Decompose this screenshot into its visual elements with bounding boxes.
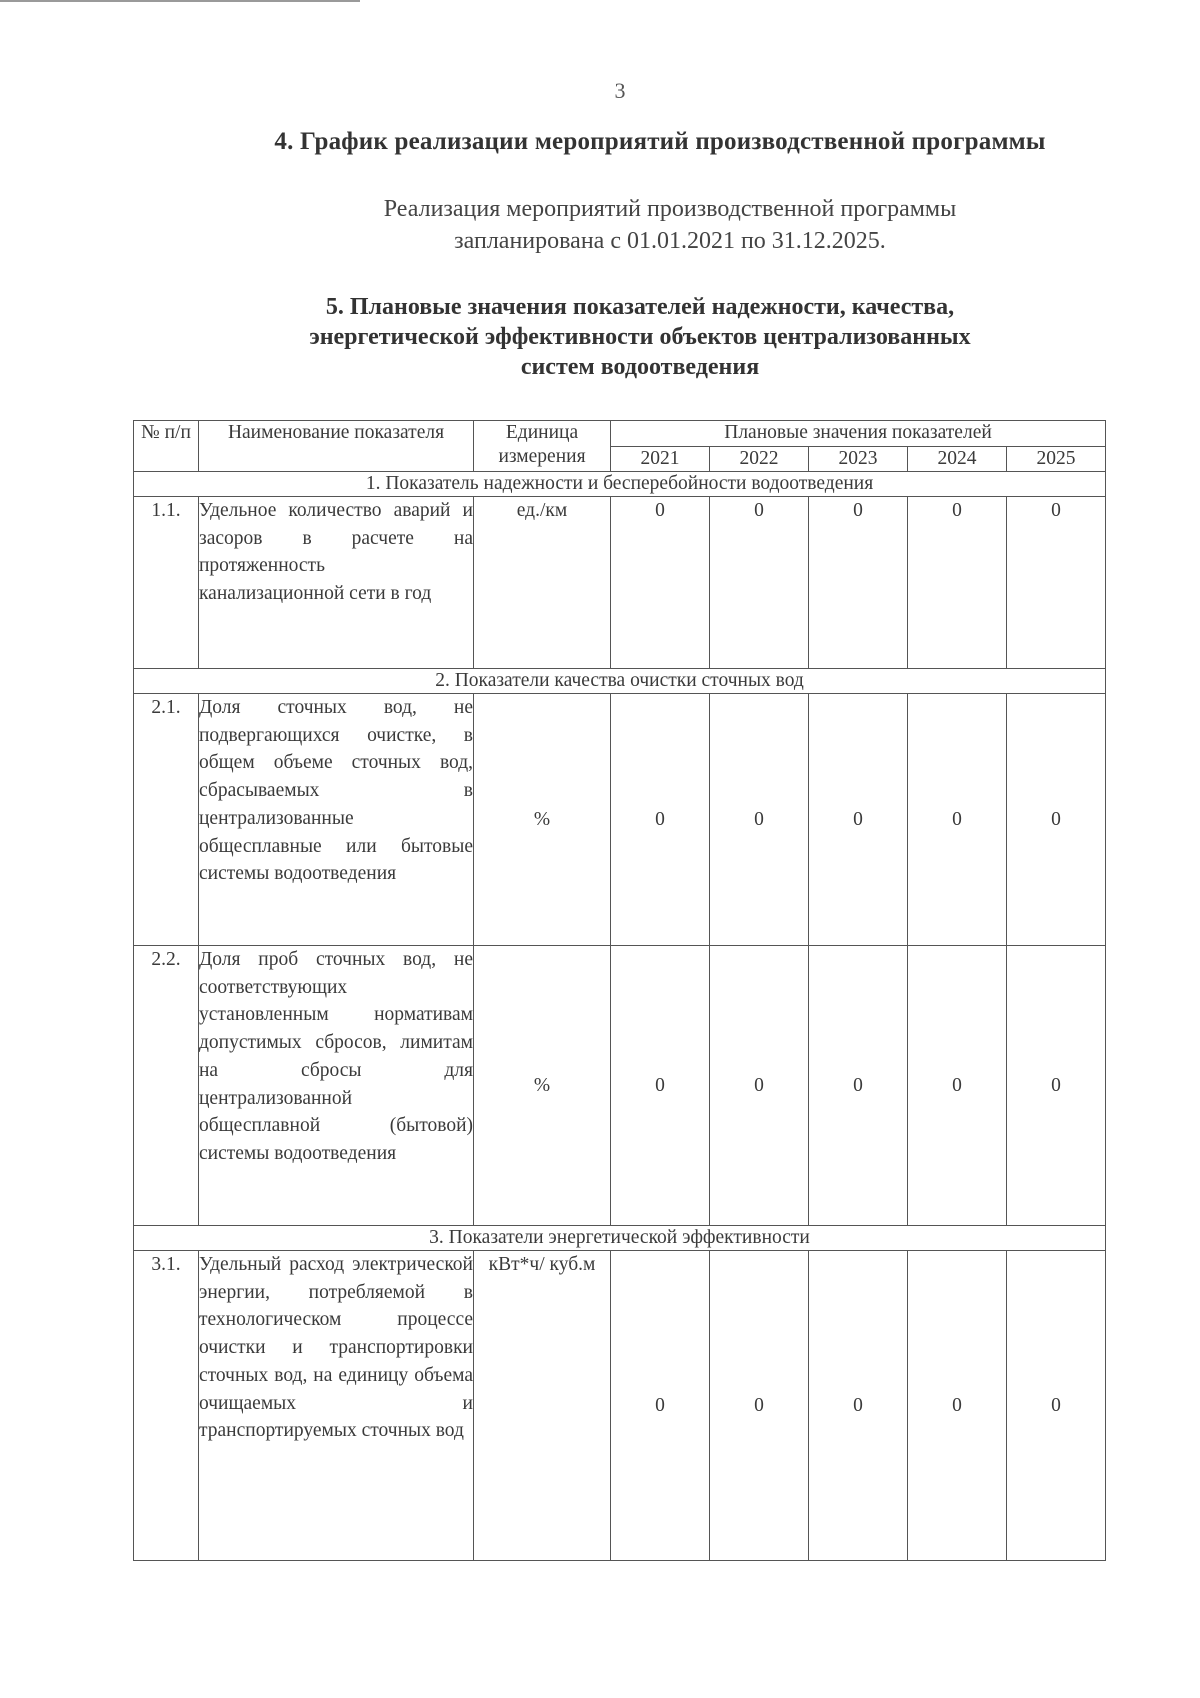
- value-cell: 0: [809, 694, 908, 946]
- unit: кВт*ч/ куб.м: [474, 1251, 611, 1561]
- indicator-name: Доля проб сточных вод, не соответствующих установленным нормативам допустимых сбросов, лимитам на сбросы для централизованной общесплавной (бытовой) системы водоотведения: [199, 946, 474, 1226]
- section-title: 1. Показатель надежности и бесперебойности водоотведения: [134, 472, 1106, 497]
- section-4-heading: 4. График реализации мероприятий производственной программы: [274, 128, 1046, 155]
- indicator-name: Удельный расход электрической энергии, потребляемой в технологическом процессе очистки и транспортировки сточных вод, на единицу объема очищаемых и транспортируемых сточных вод: [199, 1251, 474, 1561]
- indicators-table: [133, 420, 1106, 1561]
- header-year: 2021: [611, 447, 710, 472]
- indicator-name: Доля сточных вод, не подвергающихся очистке, в общем объеме сточных вод, сбрасываемых в централизованные общесплавные или бытовые системы водоотведения: [199, 694, 474, 946]
- table-row: [134, 946, 1106, 1226]
- header-year: 2023: [809, 447, 908, 472]
- header-year: 2024: [908, 447, 1007, 472]
- value-cell: 0: [908, 946, 1007, 1226]
- value-cell: 0: [1007, 1251, 1106, 1561]
- page-number: 3: [614, 78, 626, 103]
- value-cell: 0: [1007, 497, 1106, 669]
- implementation-paragraph: [240, 193, 1100, 257]
- value-cell: 0: [611, 497, 710, 669]
- value-cell: 0: [1007, 946, 1106, 1226]
- value-cell: 0: [809, 946, 908, 1226]
- value-cell: 0: [710, 946, 809, 1226]
- section-title: 2. Показатели качества очистки сточных вод: [134, 669, 1106, 694]
- value-cell: 0: [710, 1251, 809, 1561]
- value-cell: 0: [611, 946, 710, 1226]
- value-cell: 0: [710, 497, 809, 669]
- heading5-line-2: энергетической эффективности объектов централизованных: [309, 324, 971, 350]
- value-cell: 0: [809, 497, 908, 669]
- table-row: [134, 497, 1106, 669]
- row-number: 2.2.: [134, 946, 199, 1226]
- intro-line-1: Реализация мероприятий производственной программы: [383, 196, 957, 222]
- row-number: 1.1.: [134, 497, 199, 669]
- scan-edge-line: [0, 0, 360, 2]
- value-cell: 0: [908, 694, 1007, 946]
- row-number: 3.1.: [134, 1251, 199, 1561]
- heading5-line-3: систем водоотведения: [520, 354, 760, 380]
- unit: ед./км: [474, 497, 611, 669]
- row-number: 2.1.: [134, 694, 199, 946]
- heading5-line-1: 5. Плановые значения показателей надежности, качества,: [325, 294, 955, 320]
- header-name: Наименование показателя: [199, 421, 474, 472]
- header-year: 2022: [710, 447, 809, 472]
- value-cell: 0: [611, 694, 710, 946]
- section-5-heading: [210, 292, 1070, 382]
- value-cell: 0: [908, 1251, 1007, 1561]
- unit: %: [474, 694, 611, 946]
- unit: %: [474, 946, 611, 1226]
- header-year: 2025: [1007, 447, 1106, 472]
- indicator-name: Удельное количество аварий и засоров в расчете на протяженность канализационной сети в год: [199, 497, 474, 669]
- header-planned-values: Плановые значения показателей: [611, 421, 1106, 447]
- table-row: [134, 1251, 1106, 1561]
- intro-line-2: запланирована с 01.01.2021 по 31.12.2025.: [454, 228, 886, 254]
- value-cell: 0: [809, 1251, 908, 1561]
- section-title: 3. Показатели энергетической эффективности: [134, 1226, 1106, 1251]
- value-cell: 0: [710, 694, 809, 946]
- value-cell: 0: [908, 497, 1007, 669]
- value-cell: 0: [611, 1251, 710, 1561]
- table-row: [134, 694, 1106, 946]
- value-cell: 0: [1007, 694, 1106, 946]
- header-unit: Единица измерения: [474, 421, 611, 472]
- header-num: № п/п: [134, 421, 199, 472]
